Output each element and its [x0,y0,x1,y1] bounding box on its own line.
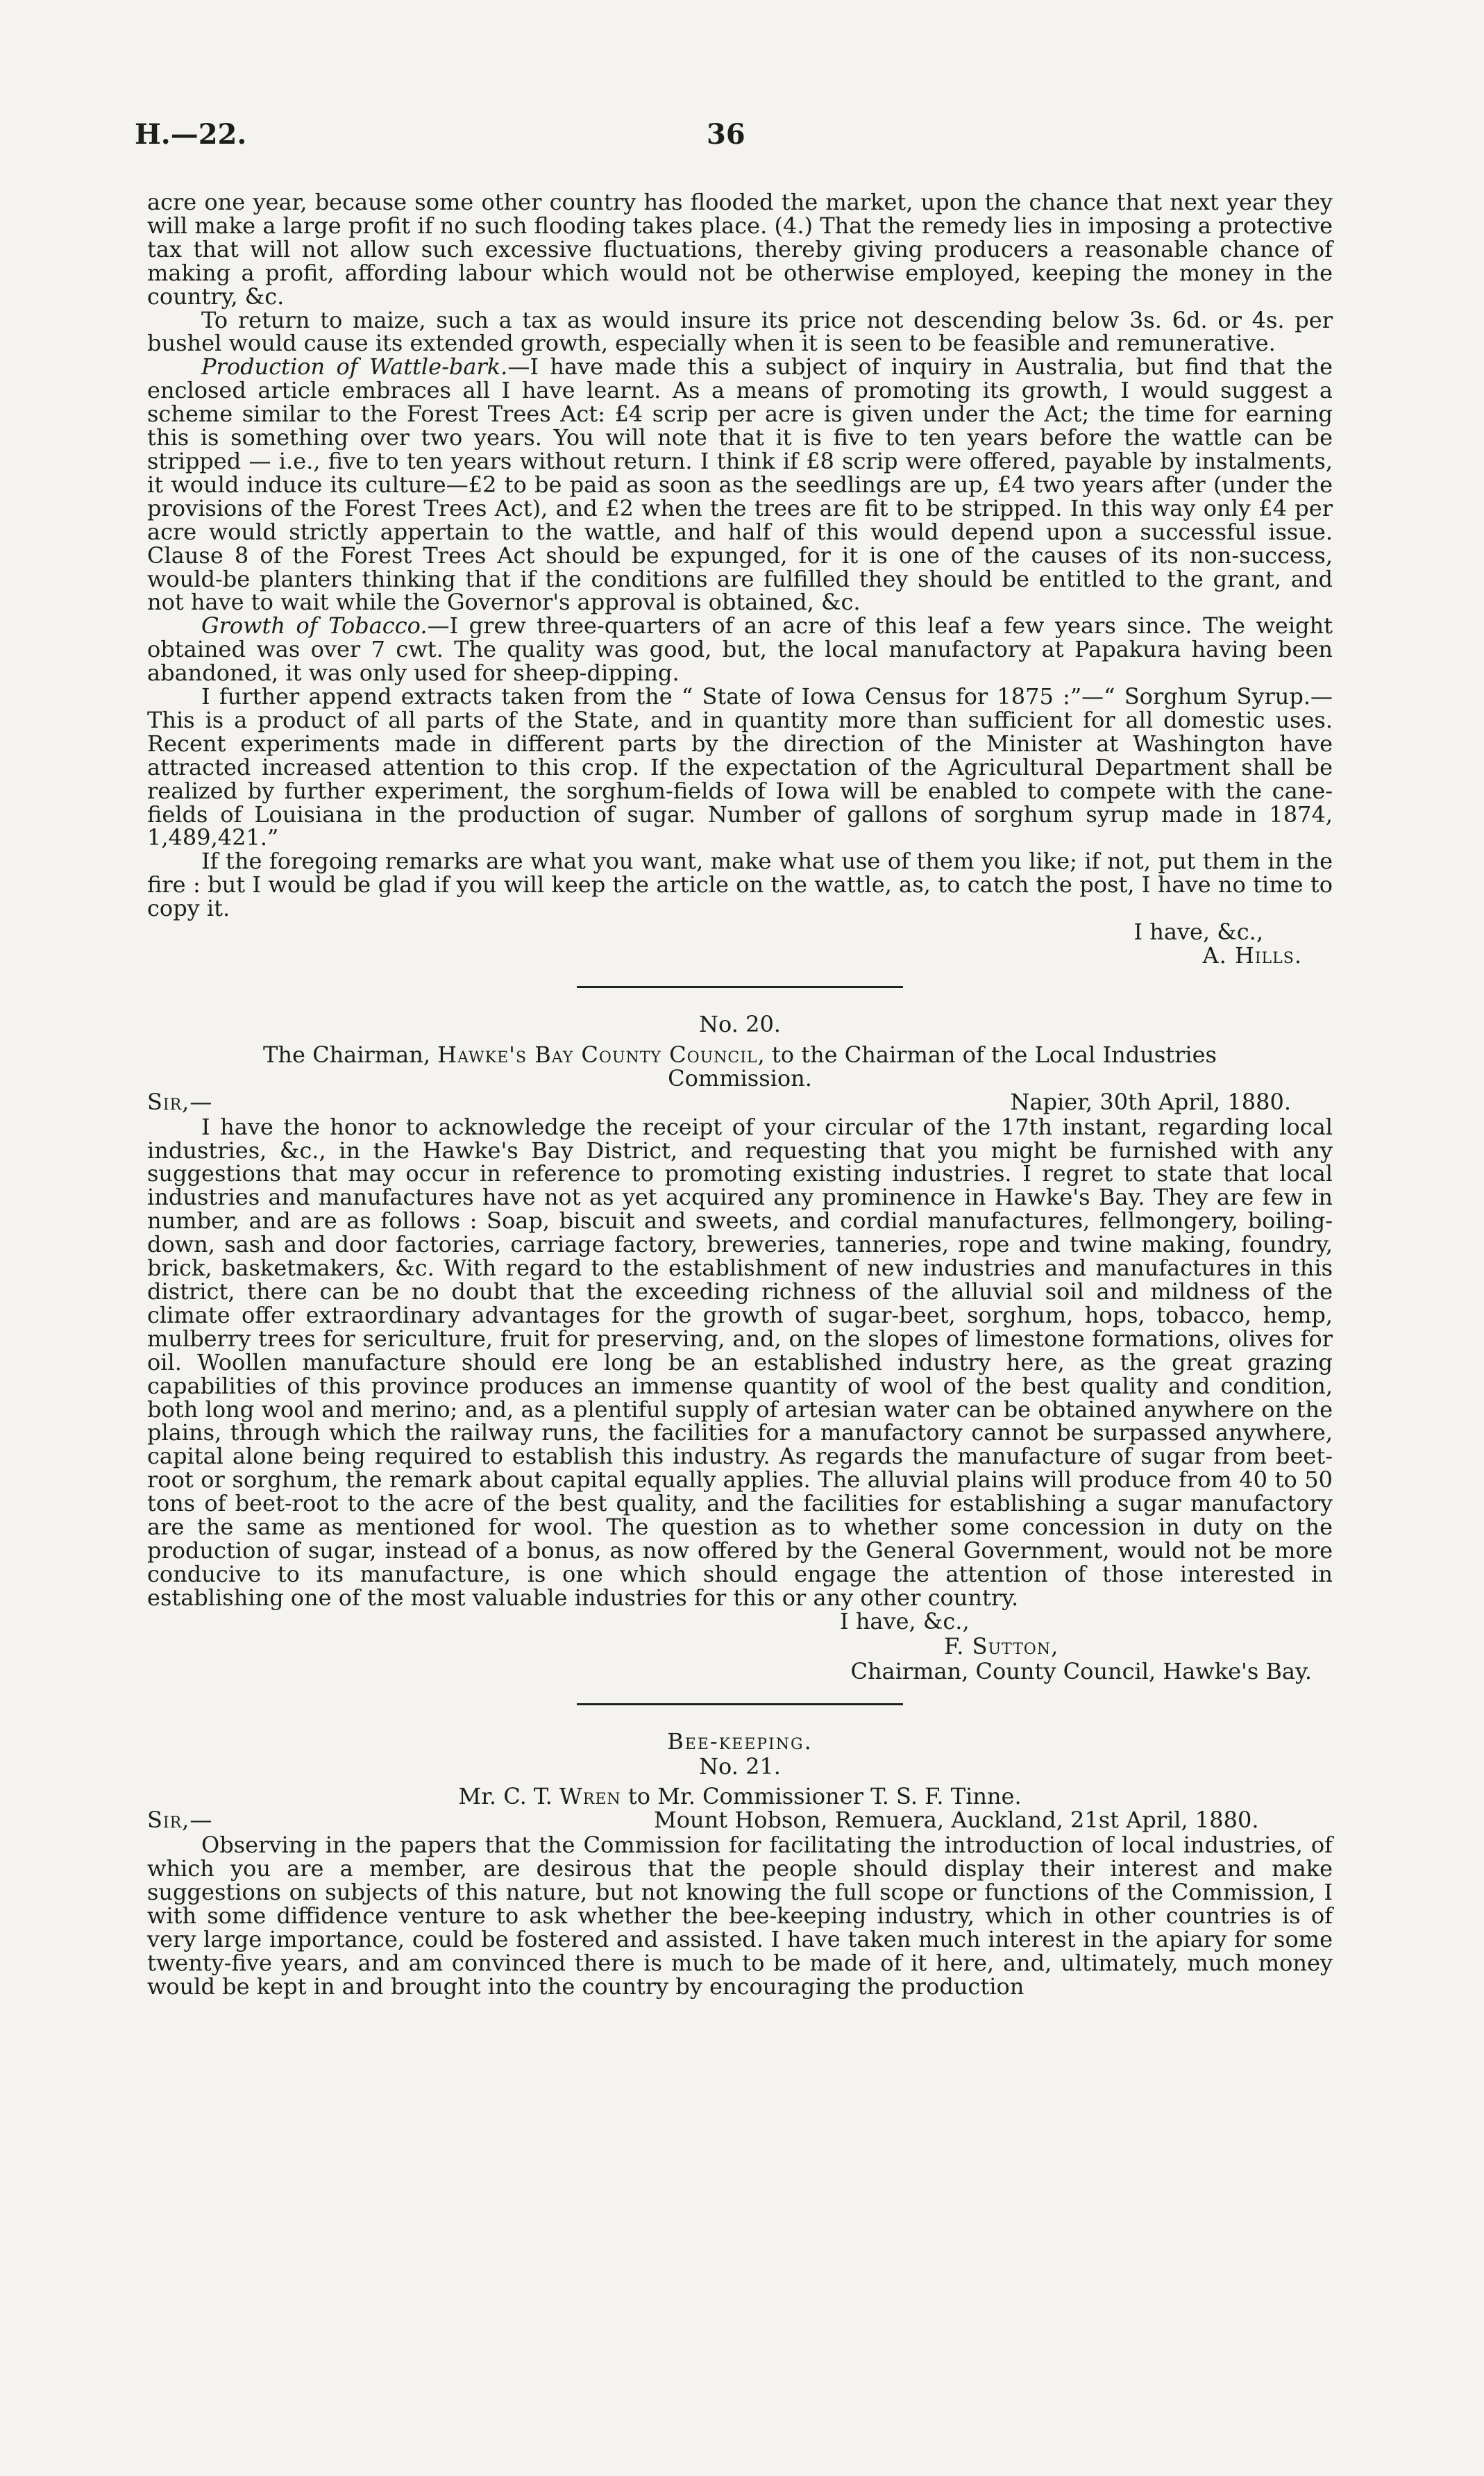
place-date: Mount Hobson, Remuera, Auckland, 21st April, 1880. [654,1807,1259,1834]
letter-addressee [147,1041,1333,1091]
addressee-part: Hawke's Bay County Council [437,1041,758,1068]
paragraph: To return to maize, such a tax as would insure its price not descending below 3s. 6d. or 4s. per bushel would cause its extended growth, especially when it is seen to be feasible and remunerative. [147,306,1333,357]
paragraph-text: —I have made this a subject of inquiry in Australia, but find that the enclosed article embraces all I have learnt. As a means of promoting its growth, I would suggest a scheme similar to the Forest Trees Act: £4 scrip per acre is given under the Act; the time for earning this is something over two years. You will note that it is five to ten years before the wattle can be stripped — i.e., five to ten years without return. I think if £8 scrip were offered, payable by instalments, it would induce its culture—£2 to be paid as soon as the seedlings are up, £4 two years after (under the provisions of the Forest Trees Act), and £2 when the trees are fit to be stripped. In this way only £4 per acre would strictly appertain to the wattle, and half of this would depend upon a successful issue. Clause 8 of the Forest Trees Act should be expunged, for it is one of the causes of its non-success, would-be planters thinking that if the conditions are fulfilled they should be entitled to the grant, and not have to wait while the Governor's approval is obtained, &c. [147,353,1333,616]
letter-body: Observing in the papers that the Commission for facilitating the introduction of local industries, of which you are a member, are desirous that the people should display their interest and make suggestions on subjects of this nature, but not knowing the full scope or functions of the Commission, I with some diffidence venture to ask whether the bee-keeping industry, which in other countries is of very large importance, could be fostered and assisted. I have taken much interest in the apiary for some twenty-five years, and am convinced there is much to be made of it here, and, ultimately, much money would be kept in and brought into the country by encouraging the production [147,1832,1333,2000]
signoff: I have, &c., [840,1607,970,1634]
addressee-part: The Chairman, [263,1041,438,1068]
page-number: 36 [707,118,745,151]
letter-number: No. 20. [699,1010,781,1037]
document-id: H.—22. [135,118,247,151]
paragraph: acre one year, because some other country has flooded the market, upon the chance that next year they will make a large profit if no such flooding takes place. (4.) That the remedy lies in imposing a protective tax that will not allow such excessive fluctuations, thereby giving producers a reasonable chance of making a profit, affording labour which would not be otherwise employed, keeping the money in the country, &c. [147,189,1333,310]
signature: A. Hills. [1202,942,1302,969]
section-title: Bee-keeping. [667,1728,813,1755]
paragraph-heading: Growth of Tobacco. [201,612,428,639]
page-body [147,191,1333,1999]
salutation-line [147,1809,1333,1834]
salutation: Sir,— [147,1088,213,1115]
signature: F. Sutton, [944,1632,1059,1659]
salutation-line [147,1088,1333,1116]
paragraph: I further append extracts taken from the “ State of Iowa Census for 1875 :”—“ Sorghum Syrup.— This is a product of all parts of the State, and in quantity more than sufficient for all domestic uses. Recent experiments made in different parts by the direction of the Minister at Washington have attracted increased attention to this crop. If the expectation of the Agricultural Department shall be realized by further experiment, the sorghum-fields of Iowa will be enabled to compete with the cane-fields of Louisiana in the production of sugar. Number of gallons of sorghum syrup made in 1874, 1,489,421.” [147,683,1333,851]
letter-addressee [147,1785,1333,1809]
salutation: Sir,— [147,1807,213,1834]
addressee-part: , to the Chairman of the Local Industries Commission. [668,1041,1217,1091]
page-header [0,118,1484,167]
paragraph [147,355,1333,614]
addressee-part: Wren [559,1783,621,1810]
paragraph-text: —I grew three-quarters of an acre of this leaf a few years since. The weight obtained was over 7 cwt. The quality was good, but, the local manufactory at Papakura having been abandoned, it was only used for sheep-dipping. [147,612,1333,687]
addressee-part: to Mr. Commissioner T. S. F. Tinne. [621,1783,1022,1810]
paragraph: If the foregoing remarks are what you want, make what use of them you like; if not, put them in the fire : but I would be glad if you will keep the article on the wattle, as, to catch the post, I have no time to copy it. [147,848,1333,922]
signoff: I have, &c., [1133,919,1263,946]
divider [577,986,903,988]
divider [577,1703,903,1705]
letter-number: No. 21. [699,1753,781,1780]
addressee-part: Mr. C. T. [458,1783,559,1810]
place-date: Napier, 30th April, 1880. [1010,1088,1291,1115]
paragraph [147,614,1333,685]
paragraph-heading: Production of Wattle-bark. [201,353,508,380]
letter-body: I have the honor to acknowledge the receipt of your circular of the 17th instant, regarding local industries, &c., in the Hawke's Bay District, and requesting that you might be furnished with any suggestions that may occur in reference to promoting existing industries. I regret to state that local industries and manufactures have not as yet acquired any prominence in Hawke's Bay. They are few in number, and are as follows : Soap, biscuit and sweets, and cordial manufactures, fellmongery, boiling-down, sash and door factories, carriage factory, breweries, tanneries, rope and twine making, foundry, brick, basketmakers, &c. With regard to the establishment of new industries and manufactures in this district, there can be no doubt that the exceeding richness of the alluvial soil and mildness of the climate offer extraordinary advantages for the growth of sugar-beet, sorghum, hops, tobacco, hemp, mulberry trees for sericulture, fruit for preserving, and, on the slopes of limestone formations, olives for oil. Woollen manufacture should ere long be an established industry here, as the great grazing capabilities of this province produces an immense quantity of wool of the best quality and condition, both long wool and merino; and, as a plentiful supply of artesian water can be obtained anywhere on the plains, through which the railway runs, the facilities for a manufactory cannot be surpassed anywhere, capital alone being required to establish this industry. As regards the manufacture of sugar from beet-root or sorghum, the remark about capital equally applies. The alluvial plains will produce from 40 to 50 tons of beet-root to the acre of the best quality, and the facilities for establishing a sugar manufactory are the same as mentioned for wool. The question as to whether some concession in duty on the production of sugar, instead of a bonus, as now offered by the General Government, would not be more conducive to its manufacture, is one which should engage the attention of those interested in establishing one of the most valuable industries for this or any other country. [147,1113,1333,1611]
signatory-title: Chairman, County Council, Hawke's Bay. [850,1657,1312,1684]
signoff-block [147,1607,1333,1685]
